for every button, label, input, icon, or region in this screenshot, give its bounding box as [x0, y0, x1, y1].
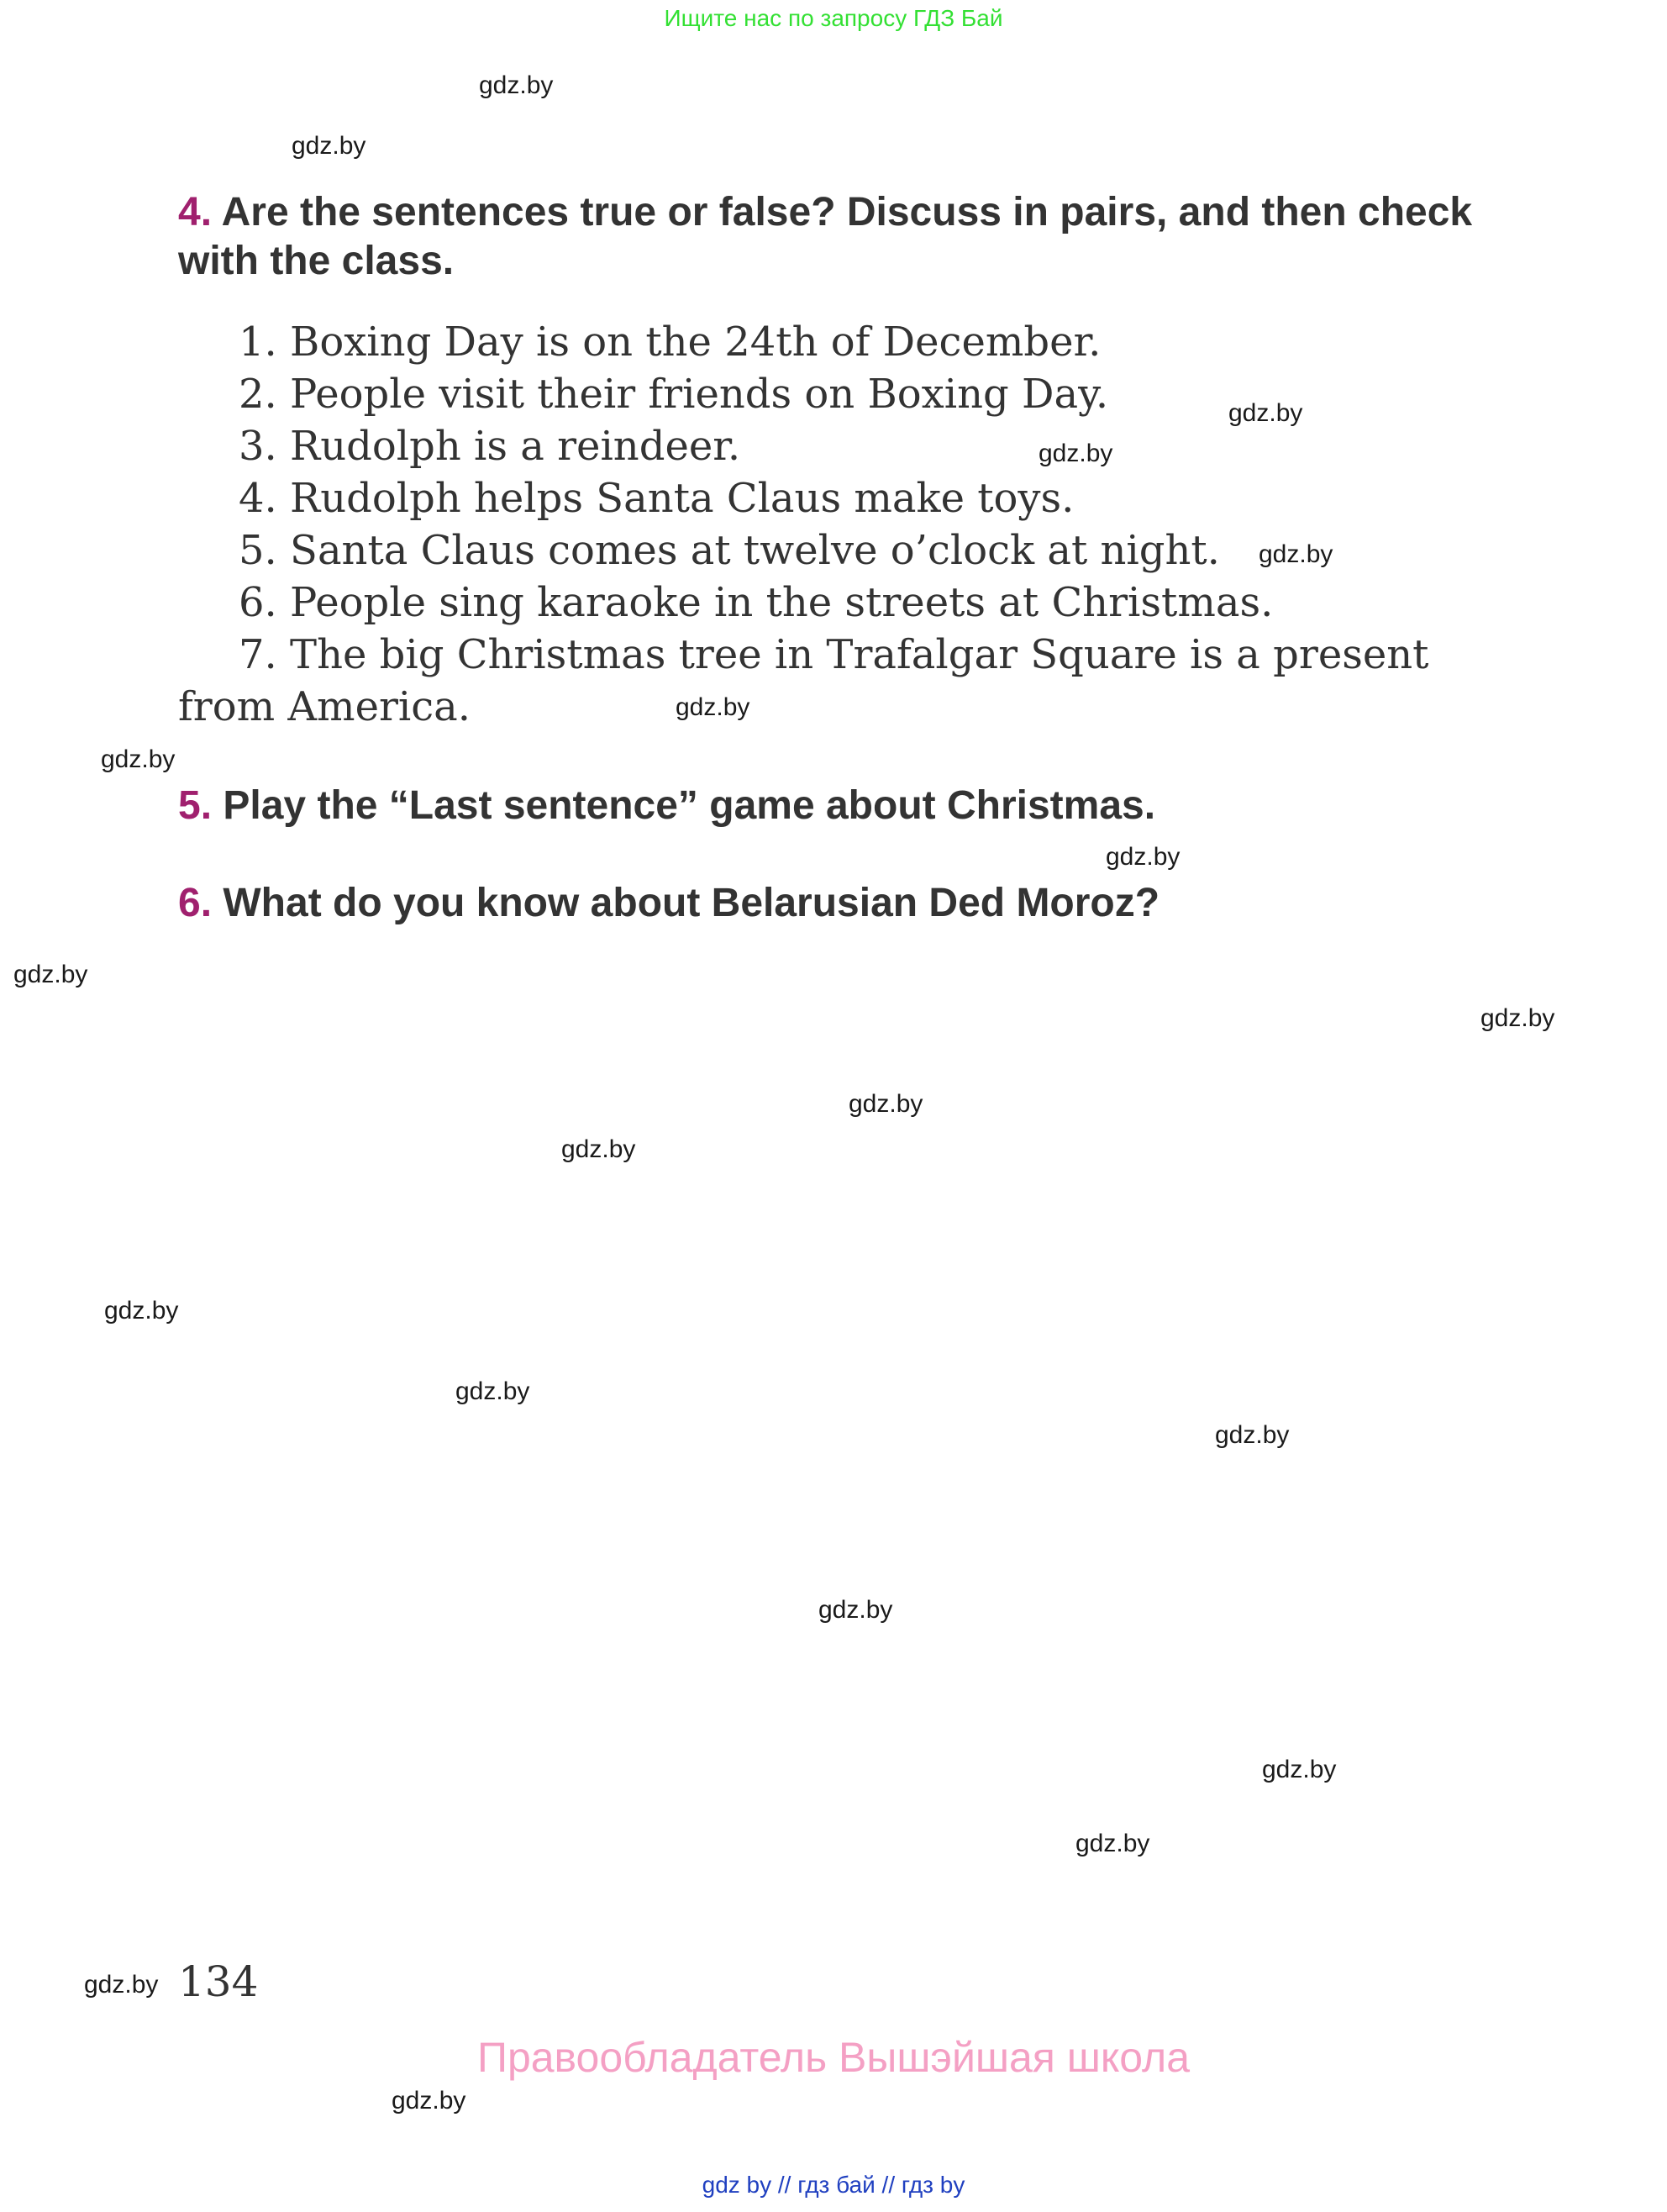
- watermark: gdz.by: [479, 71, 554, 99]
- watermark: gdz.by: [104, 1297, 179, 1325]
- watermark: gdz.by: [1106, 843, 1181, 871]
- statement: 6. People sing karaoke in the streets at Christmas.: [239, 579, 1274, 626]
- watermark: gdz.by: [1075, 1830, 1150, 1857]
- exercise-text: Are the sentences true or false? Discuss in pairs, and then check with the class.: [178, 190, 1473, 283]
- exercise-5-heading: [178, 782, 1539, 830]
- watermark: gdz.by: [818, 1596, 893, 1624]
- exercise-number: 4.: [178, 190, 213, 234]
- watermark: gdz.by: [1228, 399, 1303, 427]
- statement: 4. Rudolph helps Santa Claus make toys.: [239, 475, 1075, 522]
- statement: 7. The big Christmas tree in Trafalgar Square is a present from America.: [178, 631, 1429, 730]
- exercise-4-heading: [178, 188, 1539, 286]
- top-banner: Ищите нас по запросу ГДЗ Бай: [664, 5, 1003, 31]
- watermark: gdz.by: [676, 693, 750, 721]
- watermark: gdz.by: [1259, 540, 1333, 568]
- watermark: gdz.by: [101, 745, 176, 773]
- watermark: gdz.by: [849, 1090, 923, 1118]
- exercise-number: 6.: [178, 881, 213, 925]
- exercise-6-heading: [178, 879, 1539, 928]
- watermark: gdz.by: [1215, 1421, 1290, 1449]
- watermark: gdz.by: [561, 1135, 636, 1163]
- page-number: 134: [178, 1957, 259, 2006]
- watermark: gdz.by: [1480, 1004, 1555, 1032]
- statement: 1. Boxing Day is on the 24th of December.: [239, 319, 1102, 366]
- statement: 3. Rudolph is a reindeer.: [239, 423, 741, 470]
- watermark: gdz.by: [84, 1971, 159, 1999]
- exercise-text: What do you know about Belarusian Ded Moroz?: [223, 881, 1160, 925]
- watermark: gdz.by: [13, 961, 88, 988]
- footer-links[interactable]: gdz by // гдз бай // гдз by: [702, 2172, 965, 2198]
- exercise-number: 5.: [178, 783, 213, 828]
- watermark: gdz.by: [292, 132, 366, 160]
- watermark: gdz.by: [455, 1377, 530, 1405]
- statements-list: [178, 316, 1522, 733]
- watermark: gdz.by: [1262, 1756, 1337, 1783]
- watermark: gdz.by: [1039, 440, 1113, 467]
- watermark: gdz.by: [392, 2087, 466, 2115]
- statement: 5. Santa Claus comes at twelve o’clock at night.: [239, 527, 1220, 574]
- copyright-notice: Правообладатель Вышэйшая школа: [477, 2034, 1190, 2081]
- statement: 2. People visit their friends on Boxing Day.: [239, 371, 1109, 418]
- exercise-text: Play the “Last sentence” game about Christmas.: [223, 783, 1156, 828]
